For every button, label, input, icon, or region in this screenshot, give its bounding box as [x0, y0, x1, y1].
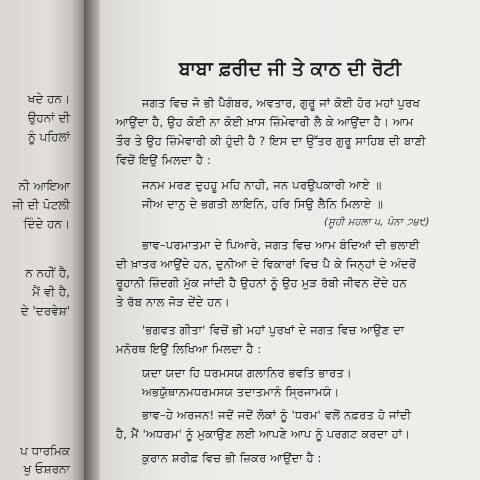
paragraph-line: ਵਿਚੋਂ ਇਉਂ ਮਿਲਦਾ ਹੈ : — [116, 153, 212, 167]
facing-page-line: ਨੀ ਆਇਆ — [18, 179, 70, 193]
paragraph-line: ਆਉਂਦਾ ਹੈ, ਉਹ ਕੋਈ ਨਾ ਕੋਈ ਖ਼ਾਸ ਜ਼ਿੰਮੇਵਾਰੀ ਲੈ ਕੇ ਆਉਂਦਾ ਹੈ। ਆਮ — [116, 115, 414, 129]
page-title: ਬਾਬਾ ਫ਼ਰੀਦ ਜੀ ਤੇ ਕਾਠ ਦੀ ਰੋਟੀ — [178, 58, 402, 80]
facing-page — [0, 0, 84, 480]
facing-page-line: ਨੂੰ ਪਹਿਲਾਂ — [27, 130, 70, 144]
paragraph-line: ਜਗਤ ਵਿਚ ਜੋ ਭੀ ਪੈਗੰਬਰ, ਅਵਤਾਰ, ਗੁਰੂ ਜਾਂ ਕੋਈ ਹੋਰ ਮਹਾਂ ਪੁਰਖ — [142, 96, 420, 110]
facing-page-line: ਖੁ ਓਸ਼ਰਨਾ — [23, 462, 70, 476]
facing-page-line: ਦੇ 'ਦਰਵੇਸ਼' — [20, 304, 70, 318]
paragraph-line: ਮਨੋਰਥ ਇਉਂ ਲਿਖਿਆ ਮਿਲਦਾ ਹੈ : — [116, 342, 262, 356]
scripture-quote-line: ਜੀਅ ਦਾਨੁ ਦੇ ਭਗਤੀ ਲਾਇਨਿ, ਹਰਿ ਸਿਉ ਲੈਨਿ ਮਿਲਾਏ ॥ — [142, 197, 384, 211]
paragraph-line: ਭਾਵ–ਹੇ ਅਰਜਨ! ਜਦੋਂ ਜਦੋਂ ਲੋਕਾਂ ਨੂੰ 'ਧਰਮ' ਵਲੋਂ ਨਫ਼ਰਤ ਹੋ ਜਾਂਦੀ — [142, 408, 412, 422]
facing-page-line: ਜੀ ਦੀ ਪੋਟਲੀ — [12, 198, 70, 212]
scripture-quote-line: ਯਦਾ ਯਦਾ ਹਿ ਧਰਮਸਯ ਗਲਾਨਿਰ ਭਵਤਿ ਭਾਰਤ। — [142, 366, 352, 380]
facing-page-line: ਨ ਨਹੀਂ ਹੈ, — [25, 266, 70, 280]
paragraph-line: ਕੁਰਾਨ ਸ਼ਰੀਫ਼ ਵਿਚ ਭੀ ਜ਼ਿਕਰ ਆਉਂਦਾ ਹੈ : — [142, 451, 322, 465]
paragraph-line: ਰੂਹਾਨੀ ਜ਼ਿੰਦਗੀ ਮੁੱਕ ਜਾਂਦੀ ਹੈ ਉਹਨਾਂ ਨੂੰ ਉਹ ਮੁੜ ਰੱਬੀ ਜੀਵਨ ਦੇਂਦੇ ਹਨ — [116, 276, 407, 290]
paragraph-line: ਤੇ ਰੱਬ ਨਾਲ ਜੋੜ ਦੇਂਦੇ ਹਨ। — [116, 295, 230, 309]
scripture-reference: (ਸੂਹੀ ਮਹਲਾ ੫, ਪੰਨਾ ੭੪੯) — [324, 217, 430, 228]
paragraph-line: ਭਾਵ–ਪਰਮਾਤਮਾ ਦੇ ਪਿਆਰੇ, ਜਗਤ ਵਿਚ ਆਮ ਬੰਦਿਆਂ ਦੀ ਭਲਾਈ — [142, 238, 420, 252]
facing-page-line: ਉਹਨਾਂ ਦੀ — [27, 111, 70, 125]
scripture-quote-line: ਜਨਮ ਮਰਣ ਦੁਹਹੂ ਮਹਿ ਨਾਹੀ, ਜਨ ਪਰਉਪਕਾਰੀ ਆਏ ॥ — [142, 178, 382, 192]
facing-page-line: ਪ ਧਾਰਮਿਕ — [20, 444, 70, 458]
paragraph-line: ਤੌਰ ਤੇ ਉਹ ਜ਼ਿੰਮੇਵਾਰੀ ਕੀ ਹੁੰਦੀ ਹੈ ? ਇਸ ਦਾ ਉੱਤਰ ਗੁਰੂ ਸਾਹਿਬ ਦੀ ਬਾਣੀ — [116, 134, 426, 148]
facing-page-line: ਖਦੇ ਹਨ। — [27, 92, 70, 106]
facing-page-line: ਦਿੰਦੇ ਹਨ। — [23, 217, 70, 231]
scripture-quote-line: ਅਭਯੁੱਥਾਨਮਧਰਮਸਯ ਤਦਾਤਮਾਨੰ ਸ੍ਰਿਜਾਮਯੰ। — [142, 385, 340, 399]
paragraph-line: ਦੀ ਖ਼ਾਤਰ ਆਉਂਦੇ ਹਨ, ਦੁਨੀਆ ਦੇ ਵਿਕਾਰਾਂ ਵਿਚ ਪੈ ਕੇ ਜਿਨ੍ਹਾਂ ਦੇ ਅੰਦਰੋਂ — [116, 257, 417, 271]
paragraph-line: ਹੈ, ਮੈਂ 'ਅਧਰਮ' ਨੂੰ ਮੁਕਾਉਣ ਲਈ ਆਪਣੇ ਆਪ ਨੂੰ ਪਰਗਟ ਕਰਦਾ ਹਾਂ। — [116, 427, 411, 441]
facing-page-line: ਮੈਂ ਵੀ ਹੈ, — [32, 285, 70, 299]
paragraph-line: 'ਭਗਵਤ ਗੀਤਾ' ਵਿਚੋਂ ਭੀ ਮਹਾਂ ਪੁਰਖਾਂ ਦੇ ਜਗਤ ਵਿਚ ਆਉਣ ਦਾ — [142, 323, 405, 337]
book-page — [100, 0, 480, 480]
